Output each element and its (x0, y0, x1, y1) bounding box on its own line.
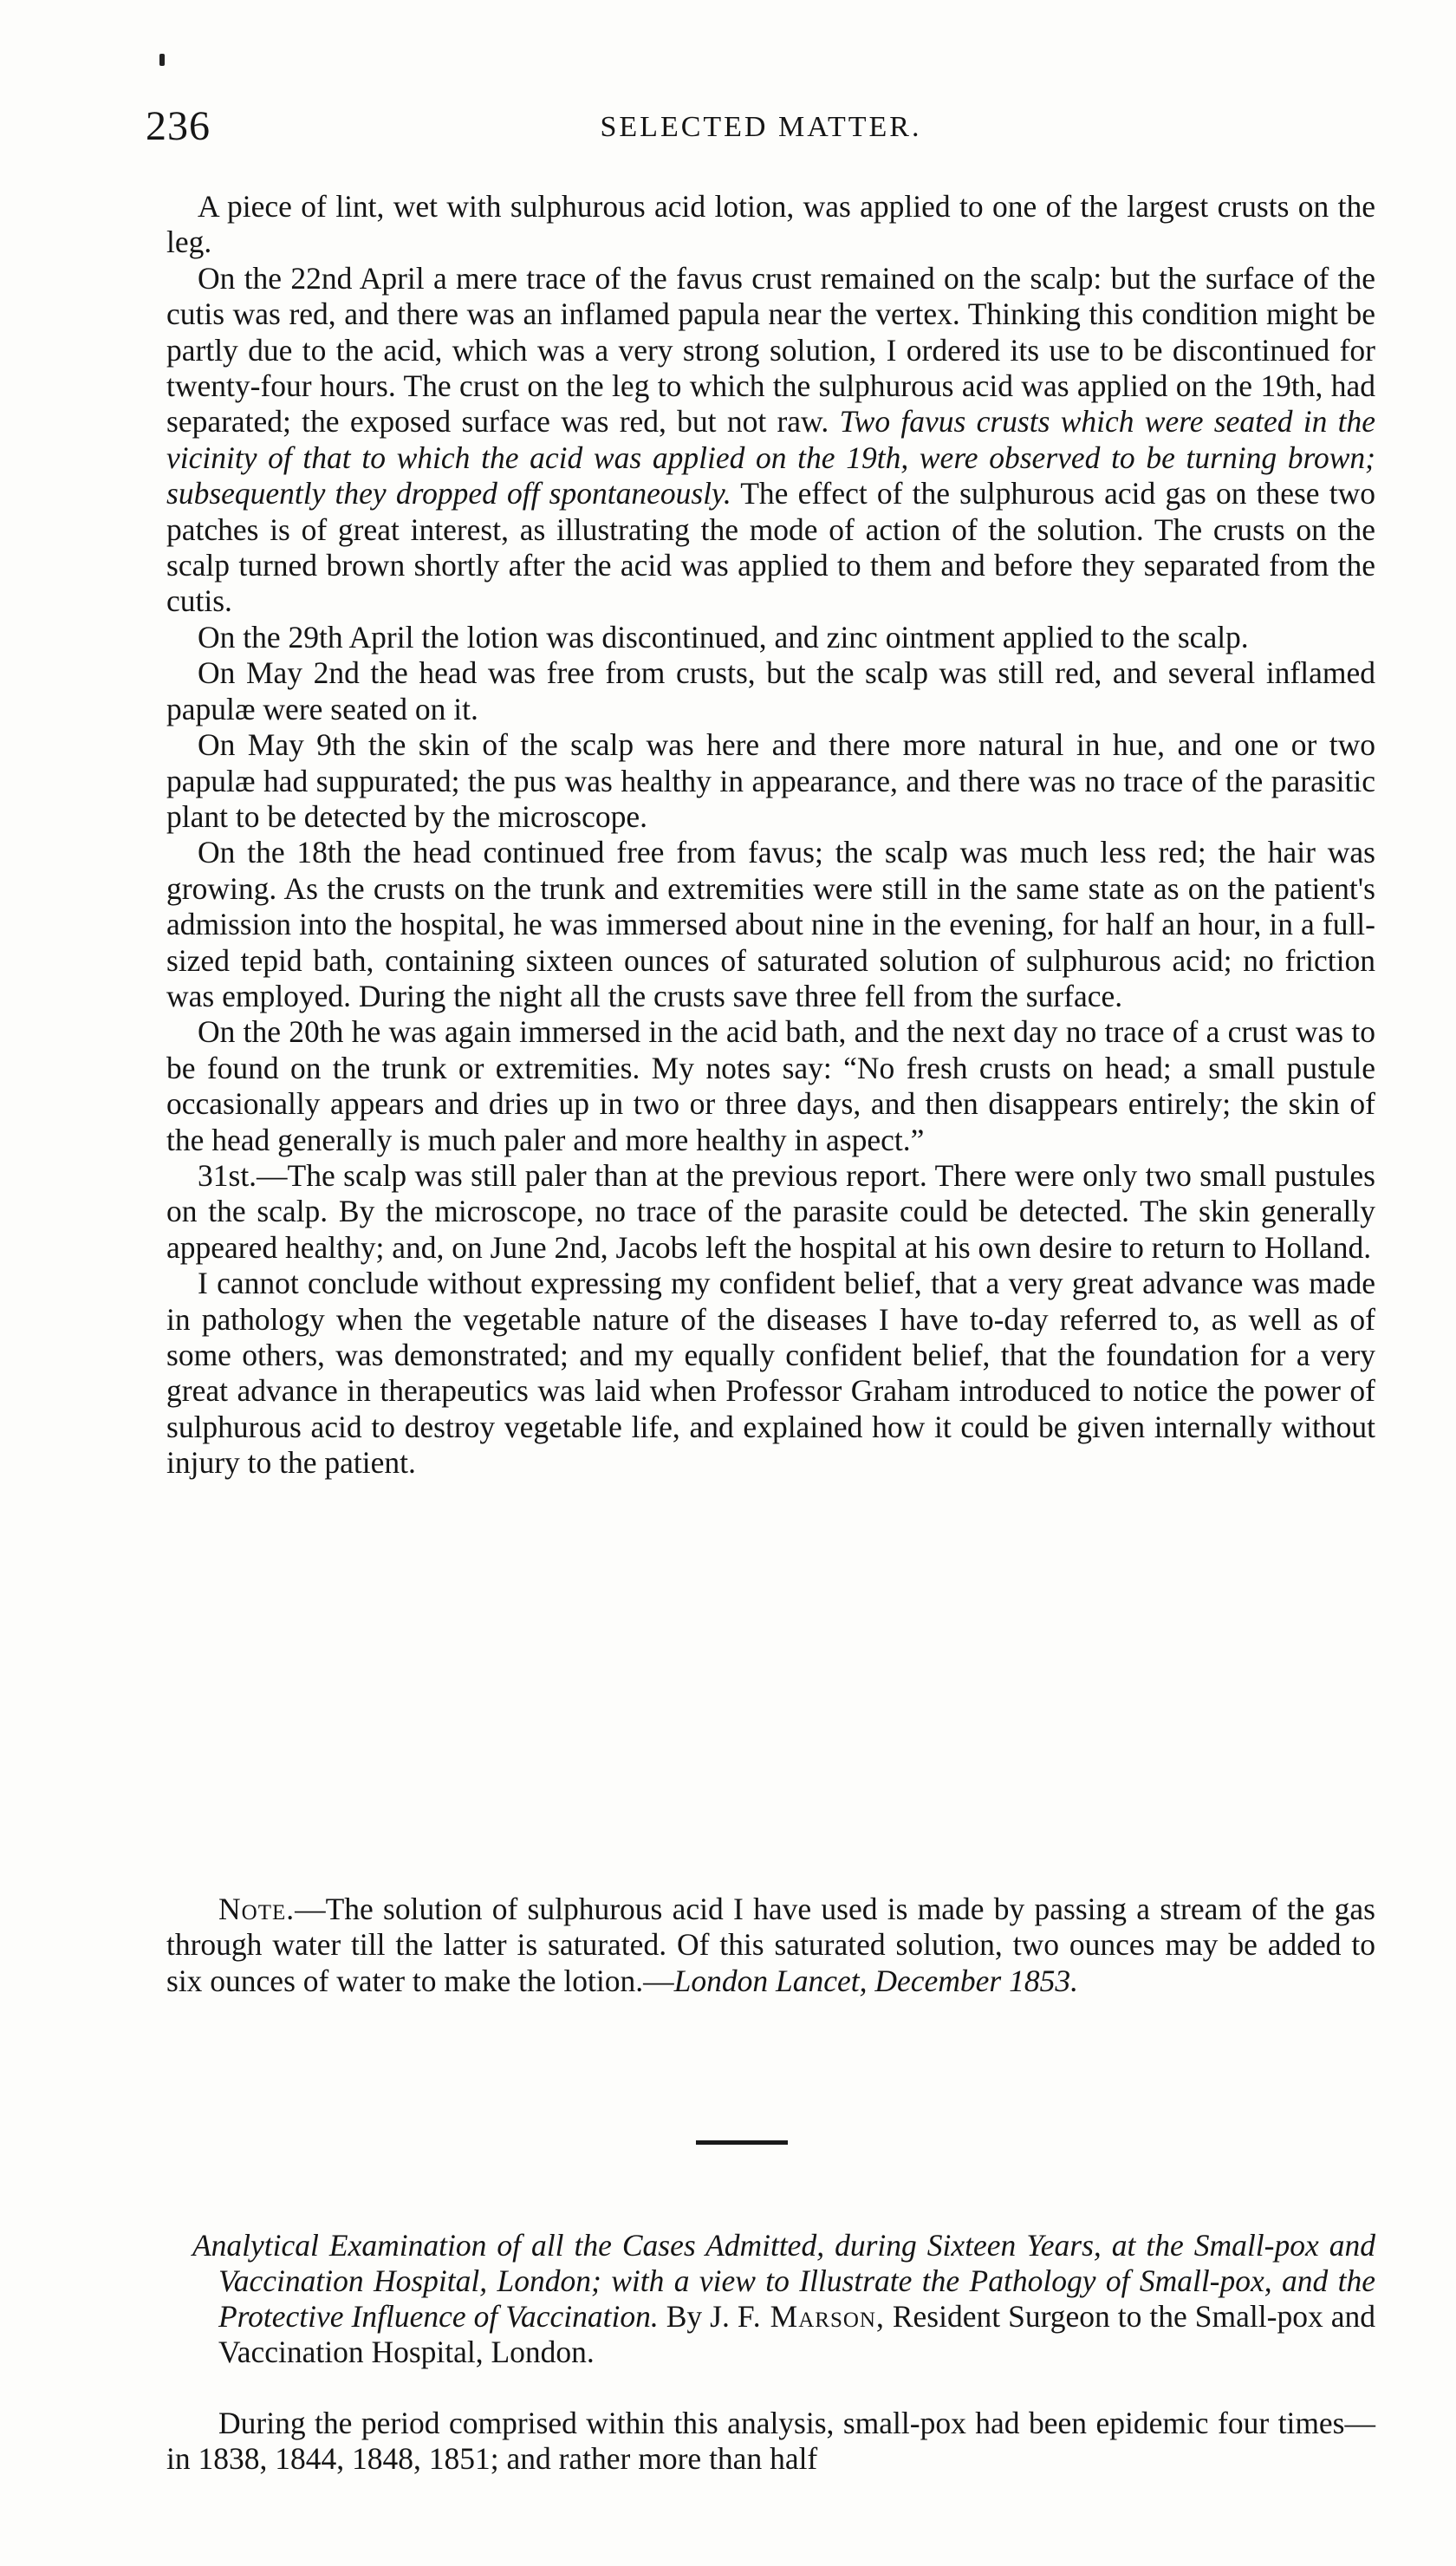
page-number: 236 (146, 103, 211, 149)
article-heading (192, 2228, 1375, 2370)
printer-mark (159, 54, 165, 66)
paragraph-22nd-april (166, 261, 1375, 620)
paragraph-may-2nd: On May 2nd the head was free from crusts, but the scalp was still red, and several inflamed papulæ were seated on it. (166, 655, 1375, 726)
paragraph-22nd-april-cont: The effect of the sulphurous acid gas on these two patches is of great interest, as illustrating the mode of action of the solution. The crusts on the scalp turned brown shortly after the acid was applied to them and before they separated from the cutis. (166, 476, 1375, 619)
article-body (166, 2406, 1375, 2477)
main-text (166, 189, 1375, 1482)
paragraph-22nd-april-text: On the 22nd April a mere trace of the favus crust remained on the scalp: but the surface of the cutis was red, and there was an inflamed papula near the vertex. Thinking this condition might be partly due to the acid, which was a very strong solution, I ordered its use to be discontinued for twenty-four hours. The crust on the leg to which the sulphurous acid was applied on the 19th, had separated; the exposed surface was red, but not raw. (166, 260, 1375, 440)
paragraph-31st: 31st.—The scalp was still paler than at the previous report. There were only two small pustules on the scalp. By the microscope, no trace of the parasite could be detected. The skin generally appeared healthy; and, on June 2nd, Jacobs left the hospital at his own desire to return to Holland. (166, 1157, 1375, 1265)
article-affiliation: Resident Surgeon to the Small-pox and Vaccination Hospital, London. (218, 2299, 1375, 2369)
note-label: Note. (218, 1892, 296, 1926)
article-by: By J. (658, 2299, 730, 2334)
paragraph-29th-april: On the 29th April the lotion was discontinued, and zinc ointment applied to the scalp. (198, 619, 1249, 655)
article-title: Analytical Examination of all the Cases Admitted, during Sixteen Years, at the Small-pox and Vaccination Hospital, London; with a view to Illustrate the Pathology of Small-pox, and the Protective Influence of Vaccination. (192, 2228, 1375, 2334)
paragraph-may-9th: On May 9th the skin of the scalp was here and there more natural in hue, and one or two papulæ had suppurated; the pus was healthy in appearance, and there was no trace of the parasitic plant to be detected by the microscope. (166, 727, 1375, 834)
paragraph-18th: On the 18th the head continued free from favus; the scalp was much less red; the hair was growing. As the crusts on the trunk and extremities were still in the same state as on the patient's admission into the hospital, he was immersed about nine in the evening, for half an hour, in a full-sized tepid bath, containing sixteen ounces of saturated solution of sulphurous acid; no friction was employed. During the night all the crusts save three fell from the surface. (166, 835, 1375, 1013)
article-author: F. Marson, (737, 2299, 885, 2334)
note-source: London Lancet, December 1853. (673, 1963, 1078, 1998)
paragraph-lint: A piece of lint, wet with sulphurous acid lotion, was applied to one of the largest crusts on the leg. (166, 189, 1375, 260)
paragraph-20th: On the 20th he was again immersed in the acid bath, and the next day no trace of a crust was to be found on the trunk or extremities. My notes say: “No fresh crusts on head; a small pustule occasionally appears and dries up in two or three days, and then disappears entirely; the skin of the head generally is much paler and more healthy in aspect.” (166, 1014, 1375, 1157)
footnote-block (166, 1892, 1375, 1999)
paragraph-conclusion: I cannot conclude without expressing my confident belief, that a very great advance was made in pathology when the vegetable nature of the diseases I have to-day referred to, as well as of some others, was demonstrated; and my equally confident belief, that the foundation for a very great advance in therapeutics was laid when Professor Graham introduced to notice the power of sulphurous acid to destroy vegetable life, and explained how it could be given internally without injury to the patient. (166, 1266, 1375, 1481)
article-opening-paragraph: During the period comprised within this analysis, small-pox had been epidemic four times—in 1838, 1844, 1848, 1851; and rather more than half (166, 2406, 1375, 2476)
italic-favus-crusts: Two favus crusts which were seated in the vicinity of that to which the acid was applied on the 19th, were observed to be turning brown; subsequently they dropped off spontaneously. (166, 404, 1375, 511)
article-citation (192, 2228, 1375, 2370)
running-header (146, 102, 1376, 154)
section-divider (696, 2140, 788, 2145)
running-title: SELECTED MATTER. (600, 111, 922, 143)
note-text: —The solution of sulphurous acid I have used is made by passing a stream of the gas through water till the latter is saturated. Of this saturated solution, two ounces may be added to six ounces of water to make the lotion.— (166, 1892, 1375, 1998)
note-paragraph (166, 1892, 1375, 1999)
